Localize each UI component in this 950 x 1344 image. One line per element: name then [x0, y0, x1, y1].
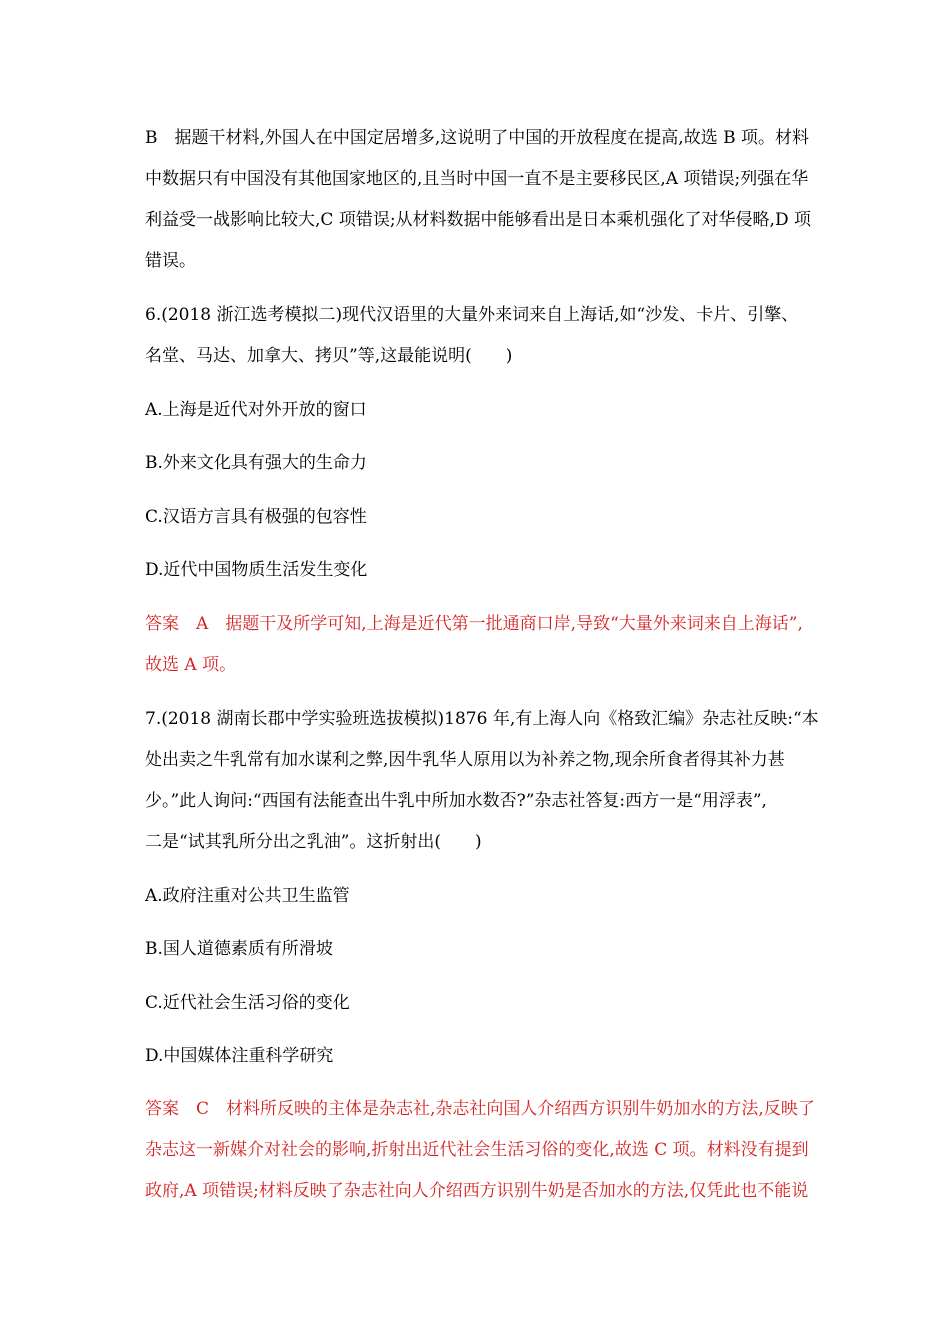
q6-answer-line-1: 答案 A 据题干及所学可知,上海是近代第一批通商口岸,导致“大量外来词来自上海话”, [145, 614, 803, 634]
q7-stem-line-4: 二是“试其乳所分出之乳油”。这折射出( ) [145, 832, 482, 852]
q6-stem-line-1: 6.(2018 浙江选考模拟二)现代汉语里的大量外来词来自上海话,如“沙发、卡片、引擎、 [145, 305, 799, 325]
q7-answer-line-2: 杂志这一新媒介对社会的影响,折射出近代社会生活习俗的变化,故选 C 项。材料没有提到 [145, 1140, 809, 1160]
q6-option-b: B.外来文化具有强大的生命力 [145, 453, 367, 473]
q7-option-d: D.中国媒体注重科学研究 [145, 1046, 334, 1066]
q6-option-c: C.汉语方言具有极强的包容性 [145, 507, 367, 527]
q6-option-d: D.近代中国物质生活发生变化 [145, 560, 368, 580]
q7-stem-line-1: 7.(2018 湖南长郡中学实验班选拔模拟)1876 年,有上海人向《格致汇编》杂志社反映:“本 [145, 709, 819, 729]
prev-answer-line-4: 错误。 [145, 251, 196, 271]
prev-answer-line-3: 利益受一战影响比较大,C 项错误;从材料数据中能够看出是日本乘机强化了对华侵略,D 项 [145, 210, 811, 230]
q7-stem-line-2: 处出卖之牛乳常有加水谋利之弊,因牛乳华人原用以为补养之物,现余所食者得其补力甚 [145, 750, 785, 770]
q6-stem-line-2: 名堂、马达、加拿大、拷贝”等,这最能说明( ) [145, 346, 513, 366]
q7-stem-line-3: 少。”此人询问:“西国有法能查出牛乳中所加水数否?”杂志社答复:西方一是“用浮表”, [145, 791, 767, 811]
prev-answer-line-1: B 据题干材料,外国人在中国定居增多,这说明了中国的开放程度在提高,故选 B 项。材料 [145, 128, 810, 148]
q7-option-a: A.政府注重对公共卫生监管 [145, 886, 350, 906]
prev-answer-line-2: 中数据只有中国没有其他国家地区的,且当时中国一直不是主要移民区,A 项错误;列强在华 [145, 169, 809, 189]
q6-answer-line-2: 故选 A 项。 [145, 655, 237, 675]
q7-answer-line-3: 政府,A 项错误;材料反映了杂志社向人介绍西方识别牛奶是否加水的方法,仅凭此也不能说 [145, 1181, 809, 1201]
q6-option-a: A.上海是近代对外开放的窗口 [145, 400, 367, 420]
q7-option-c: C.近代社会生活习俗的变化 [145, 993, 350, 1013]
q7-answer-line-1: 答案 C 材料所反映的主体是杂志社,杂志社向国人介绍西方识别牛奶加水的方法,反映了 [145, 1099, 815, 1119]
q7-option-b: B.国人道德素质有所滑坡 [145, 939, 333, 959]
